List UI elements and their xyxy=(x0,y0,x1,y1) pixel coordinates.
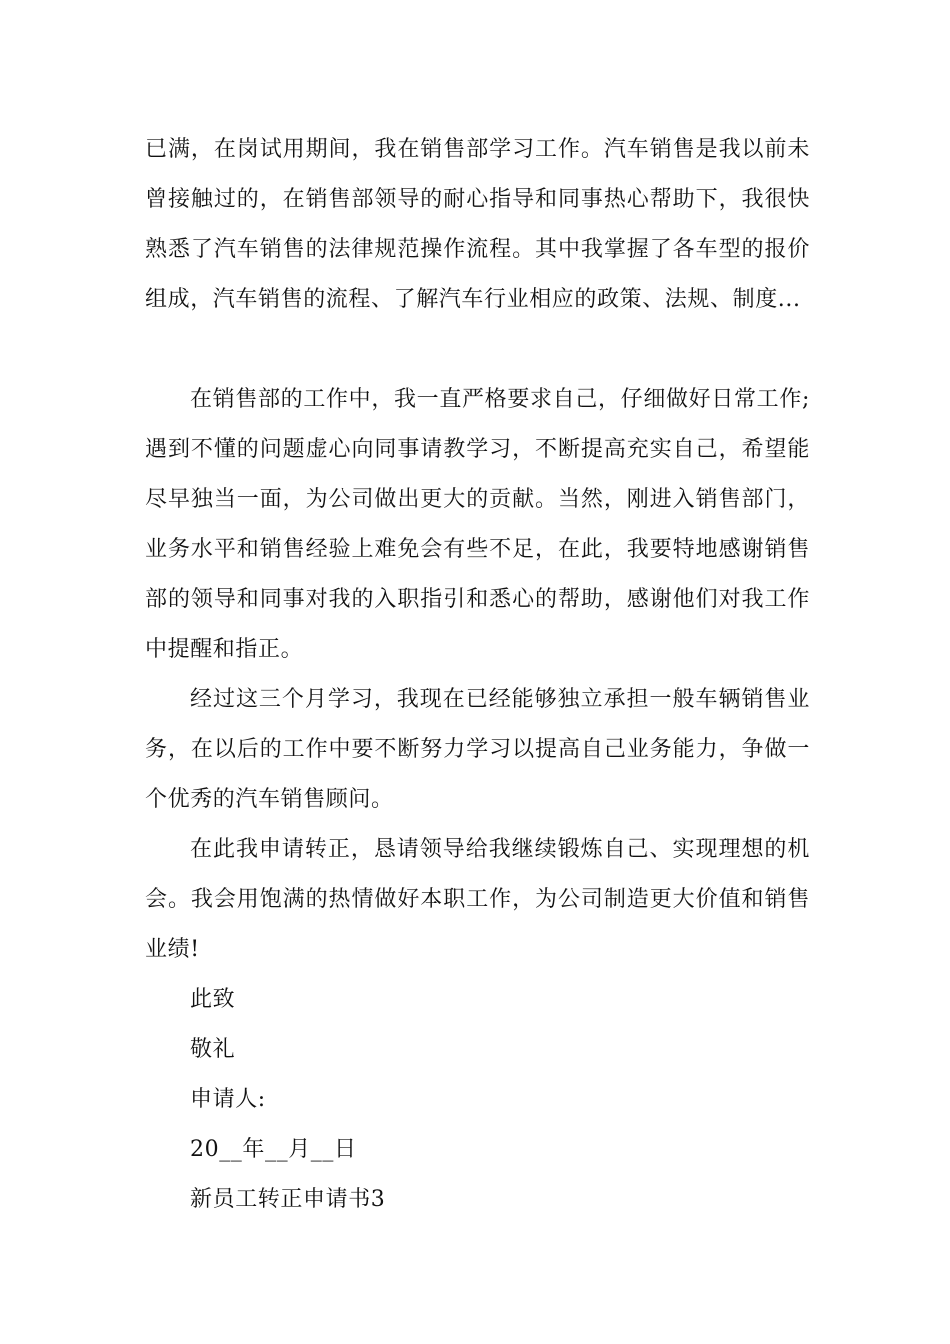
applicant-label: 申请人: xyxy=(190,1087,266,1112)
closing-salutation: 此致 xyxy=(190,987,236,1012)
paragraph-work-attitude: 在销售部的工作中，我一直严格要求自己，仔细做好日常工作;遇到不懂的问题虚心向同事请教学习，不断提高充实自己，希望能尽早独当一面，为公司做出更大的贡献。当然，刚进入销售部门，业务水平和销售经验上难免会有些不足，在此，我要特地感谢销售部的领导和同事对我的入职指引和悉心的帮助，感谢他们对我工作中提醒和指正。 xyxy=(145,387,810,662)
paragraph-probation-intro: 已满，在岗试用期间，我在销售部学习工作。汽车销售是我以前未曾接触过的，在销售部领导的耐心指导和同事热心帮助下，我很快熟悉了汽车销售的法律规范操作流程。其中我掌握了各车型的报价组成，汽车销售的流程、了解汽车行业相应的政策、法规、制度... xyxy=(145,137,810,312)
closing-regards: 敬礼 xyxy=(190,1037,236,1062)
paragraph-three-months: 经过这三个月学习，我现在已经能够独立承担一般车辆销售业务，在以后的工作中要不断努力学习以提高自己业务能力，争做一个优秀的汽车销售顾问。 xyxy=(145,687,810,812)
date-line: 20__年__月__日 xyxy=(190,1137,357,1162)
next-section-title: 新员工转正申请书3 xyxy=(190,1187,386,1212)
paragraph-request-confirmation: 在此我申请转正，恳请领导给我继续锻炼自己、实现理想的机会。我会用饱满的热情做好本职工作，为公司制造更大价值和销售业绩! xyxy=(145,837,810,962)
